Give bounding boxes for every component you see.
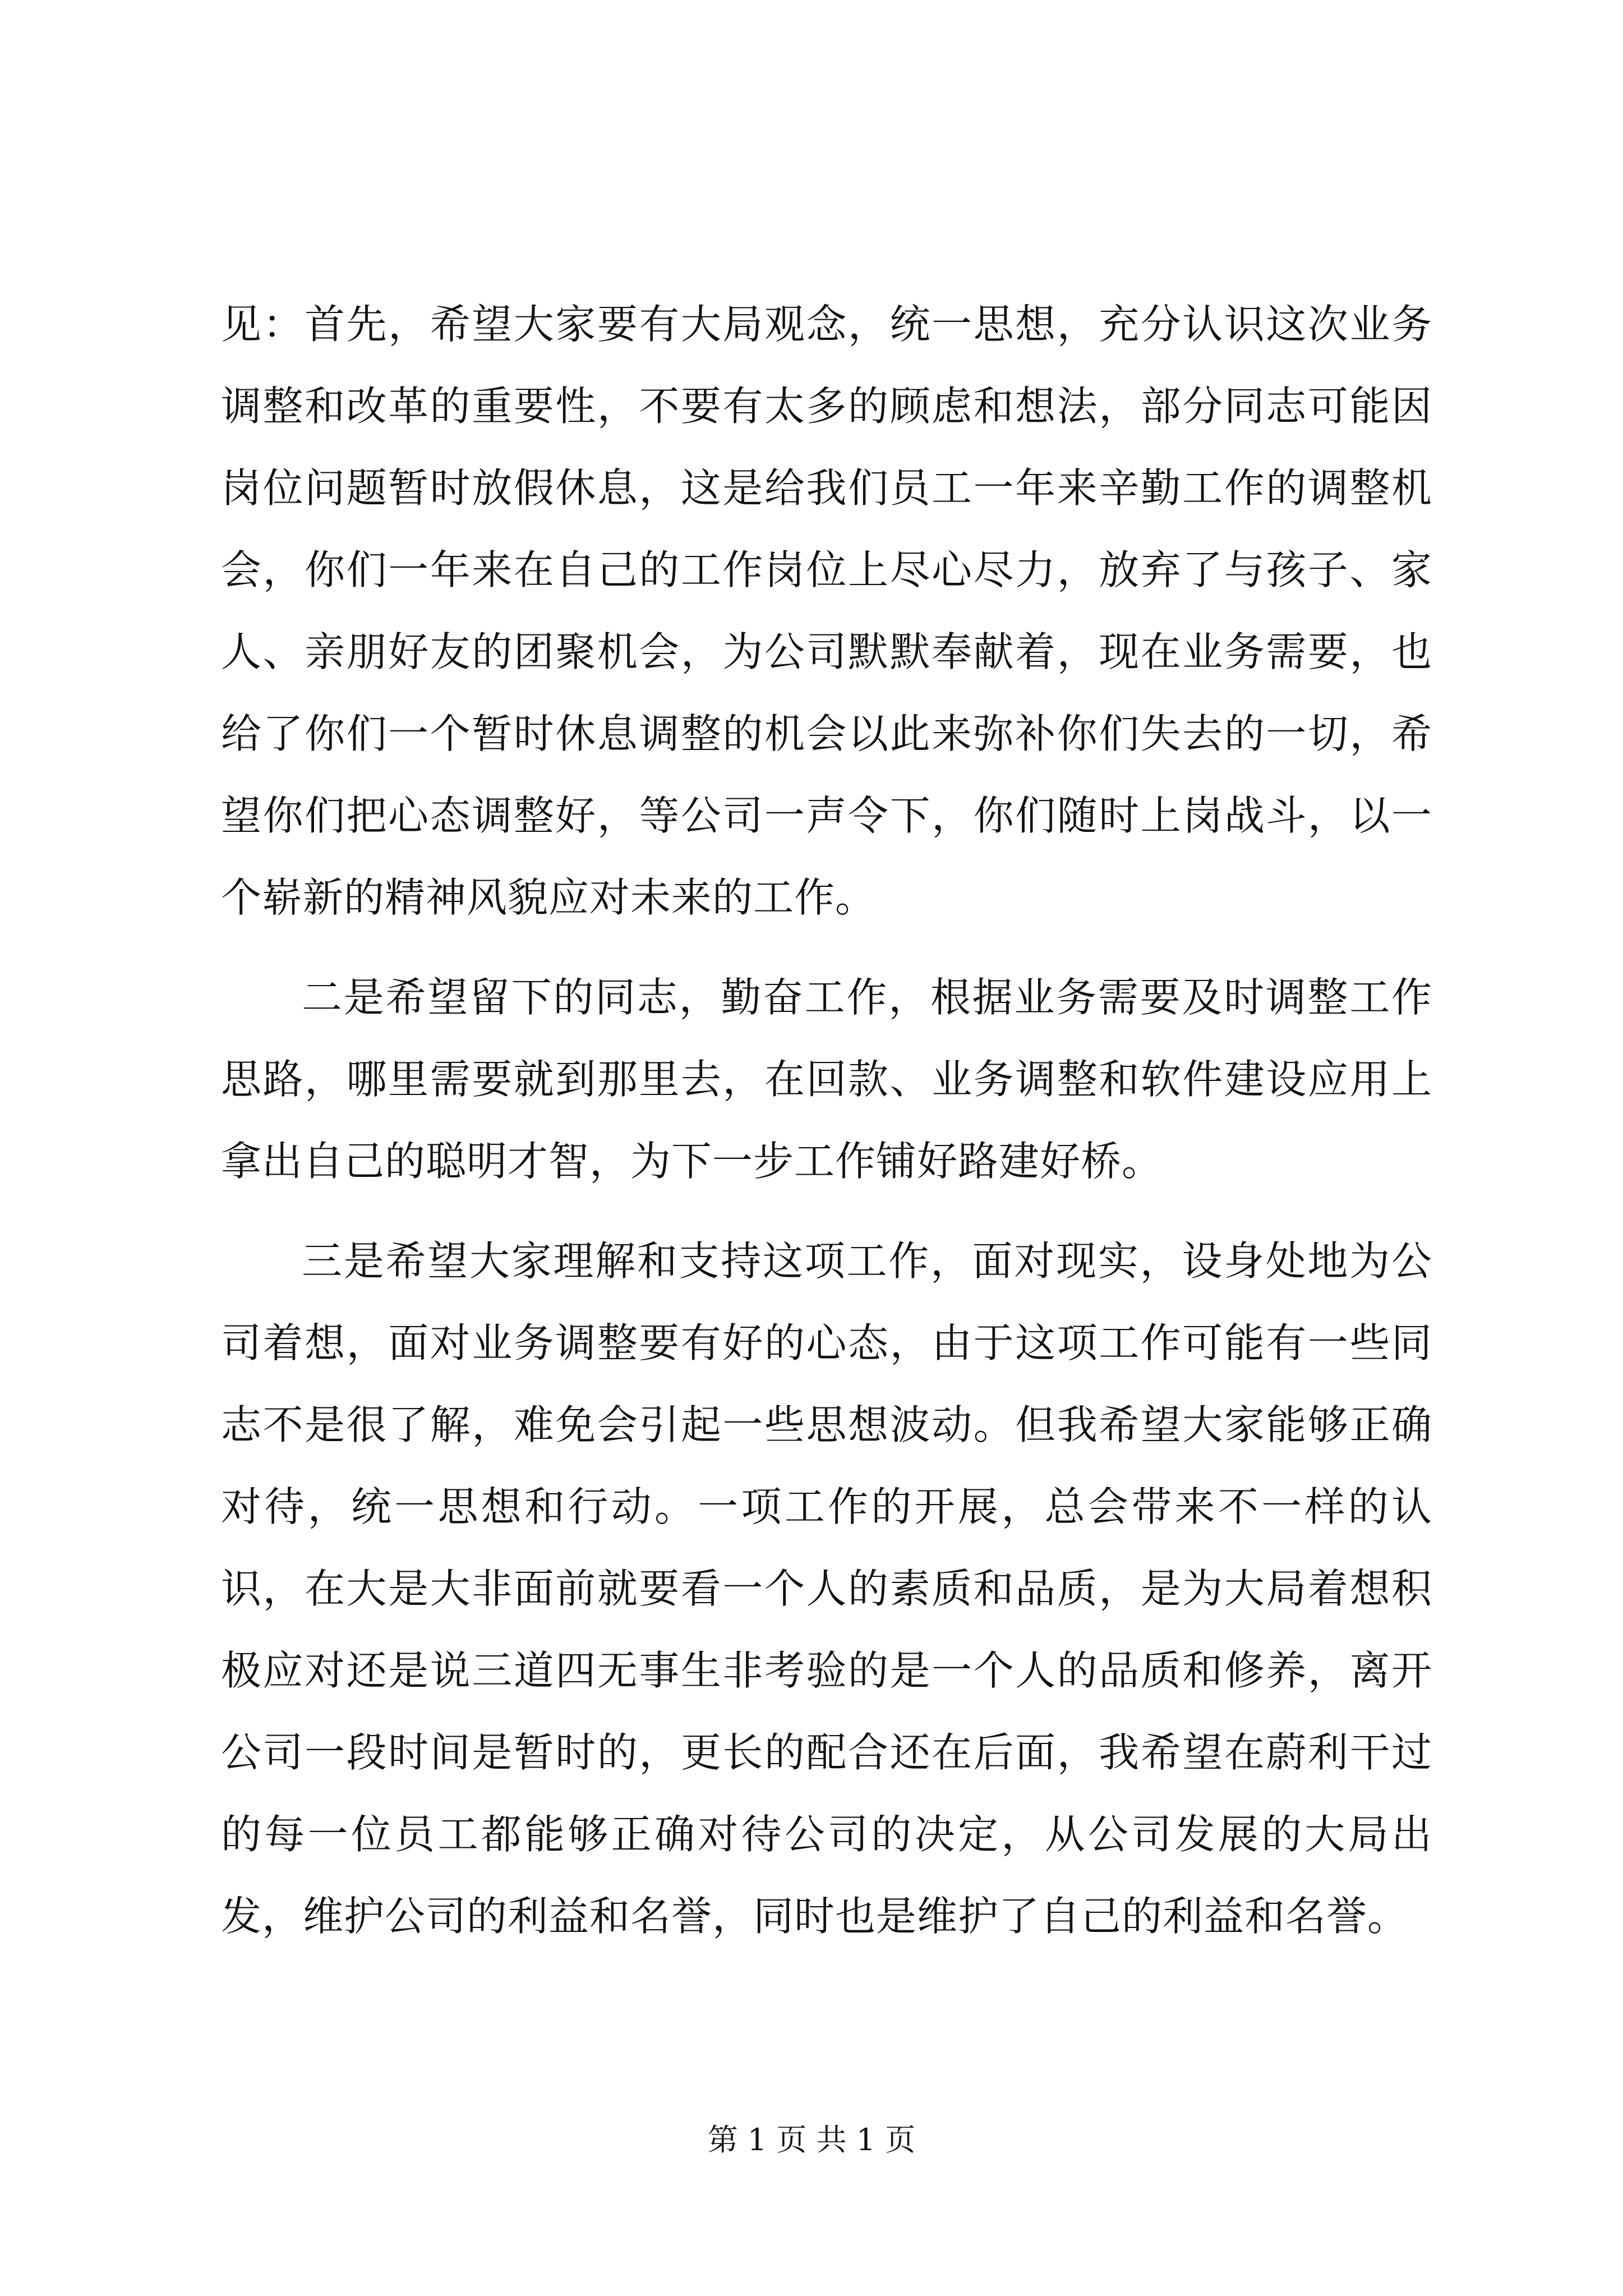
- paragraph-1: 见：首先，希望大家要有大局观念，统一思想，充分认识这次业务调整和改革的重要性，不要有太多的顾虑和想法，部分同志可能因岗位问题暂时放假休息，这是给我们员工一年来辛勤工作的调整机会，你们一年来在自己的工作岗位上尽心尽力，放弃了与孩子、家人、亲朋好友的团聚机会，为公司默默奉献着，现在业务需要，也给了你们一个暂时休息调整的机会以此来弥补你们失去的一切，希望你们把心态调整好，等公司一声令下，你们随时上岗战斗，以一个崭新的精神风貌应对未来的工作。: [221, 301, 1432, 921]
- page-number-label: 第 1 页 共 1 页: [707, 2122, 916, 2157]
- paragraph-2: 二是希望留下的同志，勤奋工作，根据业务需要及时调整工作思路，哪里需要就到那里去，在回款、业务调整和软件建设应用上拿出自己的聪明才智，为下一步工作铺好路建好桥。: [221, 974, 1432, 1185]
- document-body: [221, 283, 1432, 1975]
- page-footer: [0, 2120, 1623, 2160]
- paragraph-3: 三是希望大家理解和支持这项工作，面对现实，设身处地为公司着想，面对业务调整要有好的心态，由于这项工作可能有一些同志不是很了解，难免会引起一些思想波动。但我希望大家能够正确对待，统一思想和行动。一项工作的开展，总会带来不一样的认识，在大是大非面前就要看一个人的素质和品质，是为大局着想积极应对还是说三道四无事生非考验的是一个人的品质和修养，离开公司一段时间是暂时的，更长的配合还在后面，我希望在蔚利干过的每一位员工都能够正确对待公司的决定，从公司发展的大局出发，维护公司的利益和名誉，同时也是维护了自己的利益和名誉。: [221, 1237, 1432, 1940]
